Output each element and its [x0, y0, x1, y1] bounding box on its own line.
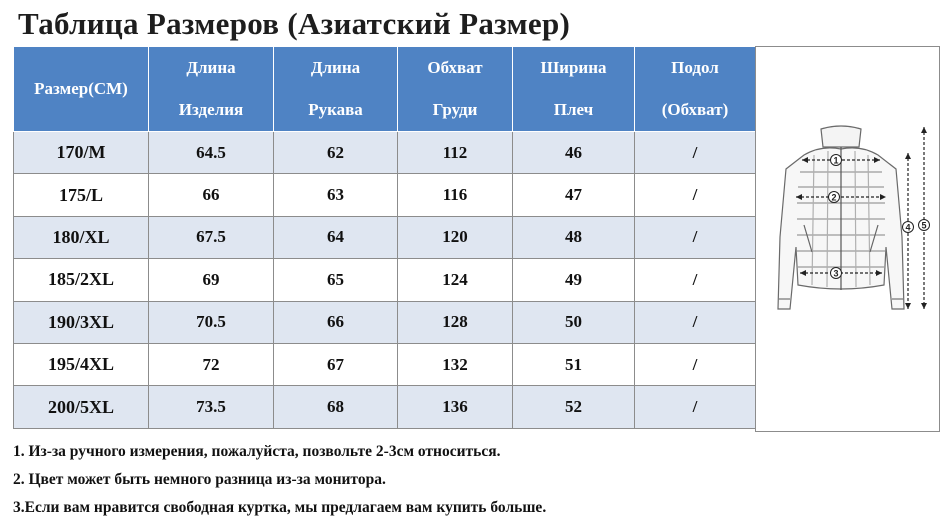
header-shoulder: Ширина Плеч	[513, 47, 635, 132]
cell-hem: /	[635, 132, 756, 174]
cell-hem: /	[635, 216, 756, 258]
header-hem: Подол (Обхват)	[635, 47, 756, 132]
cell-chest: 124	[398, 259, 513, 301]
cell-length: 67.5	[149, 216, 274, 258]
cell-size: 175/L	[14, 174, 149, 216]
jacket-illustration	[756, 47, 939, 431]
cell-length: 66	[149, 174, 274, 216]
header-length: Длина Изделия	[149, 47, 274, 132]
table-row	[14, 343, 756, 385]
marker-3-label: 3	[833, 268, 839, 279]
cell-shoulder: 52	[513, 386, 635, 428]
cell-length: 69	[149, 259, 274, 301]
header-size: Размер(СМ)	[14, 47, 149, 132]
cell-hem: /	[635, 259, 756, 301]
cell-chest: 128	[398, 301, 513, 343]
cell-size: 180/XL	[14, 216, 149, 258]
note-2: 2. Цвет может быть немного разница из-за монитора.	[13, 471, 386, 488]
cell-sleeve: 62	[274, 132, 398, 174]
table-header-row	[14, 47, 756, 132]
cell-size: 185/2XL	[14, 259, 149, 301]
cell-shoulder: 49	[513, 259, 635, 301]
cell-size: 170/M	[14, 132, 149, 174]
cell-hem: /	[635, 174, 756, 216]
cell-chest: 136	[398, 386, 513, 428]
cell-chest: 132	[398, 343, 513, 385]
cell-length: 72	[149, 343, 274, 385]
cell-hem: /	[635, 386, 756, 428]
note-1: 1. Из-за ручного измерения, пожалуйста, позвольте 2-3см относиться.	[13, 443, 501, 460]
cell-shoulder: 50	[513, 301, 635, 343]
table-row	[14, 259, 756, 301]
table-row	[14, 386, 756, 428]
marker-1-label: 1	[833, 155, 839, 166]
cell-chest: 120	[398, 216, 513, 258]
marker-2-label: 2	[831, 192, 837, 203]
cell-shoulder: 51	[513, 343, 635, 385]
table-row	[14, 132, 756, 174]
cell-shoulder: 48	[513, 216, 635, 258]
cell-sleeve: 64	[274, 216, 398, 258]
cell-sleeve: 68	[274, 386, 398, 428]
cell-chest: 116	[398, 174, 513, 216]
table-row	[14, 301, 756, 343]
marker-4-label: 4	[905, 222, 911, 233]
cell-size: 200/5XL	[14, 386, 149, 428]
cell-size: 190/3XL	[14, 301, 149, 343]
marker-5-label: 5	[921, 220, 927, 231]
note-3: 3.Если вам нравится свободная куртка, мы предлагаем вам купить больше.	[13, 499, 547, 516]
header-chest: Обхват Груди	[398, 47, 513, 132]
header-sleeve: Длина Рукава	[274, 47, 398, 132]
jacket-measurement-diagram	[755, 46, 940, 432]
cell-hem: /	[635, 301, 756, 343]
cell-sleeve: 66	[274, 301, 398, 343]
cell-sleeve: 67	[274, 343, 398, 385]
cell-length: 70.5	[149, 301, 274, 343]
cell-size: 195/4XL	[14, 343, 149, 385]
cell-length: 64.5	[149, 132, 274, 174]
cell-chest: 112	[398, 132, 513, 174]
cell-hem: /	[635, 343, 756, 385]
table-row	[14, 216, 756, 258]
cell-length: 73.5	[149, 386, 274, 428]
notes-section	[13, 438, 938, 522]
cell-shoulder: 46	[513, 132, 635, 174]
table-row	[14, 174, 756, 216]
cell-sleeve: 63	[274, 174, 398, 216]
cell-sleeve: 65	[274, 259, 398, 301]
size-table	[13, 46, 756, 429]
cell-shoulder: 47	[513, 174, 635, 216]
page-title: Таблица Размеров (Азиатский Размер)	[18, 6, 571, 41]
